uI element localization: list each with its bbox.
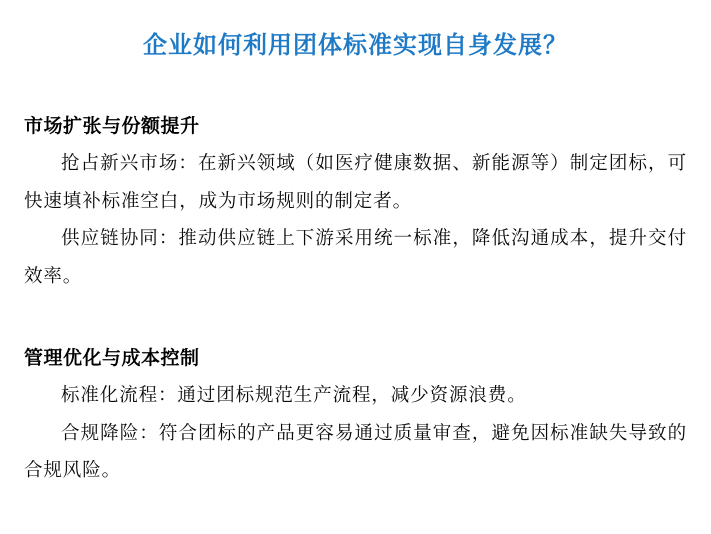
paragraph-compliance-risk: 合规降险：符合团标的产品更容易通过质量审查，避免因标准缺失导致的合规风险。 (24, 423, 687, 481)
section-heading-market-expansion: 市场扩张与份额提升 (24, 116, 200, 137)
paragraph-emerging-markets: 抢占新兴市场：在新兴领域（如医疗健康数据、新能源等）制定团标，可快速填补标准空白，成为市场规则的制定者。 (24, 154, 687, 212)
section-management-optimization (24, 344, 687, 491)
document-page (0, 30, 711, 534)
document-title: 企业如何利用团体标准实现自身发展？ (143, 33, 568, 59)
paragraph-supply-chain: 供应链协同：推动供应链上下游采用统一标准，降低沟通成本，提升交付效率。 (24, 229, 687, 287)
paragraph-standardized-process: 标准化流程：通过团标规范生产流程，减少资源浪费。 (61, 386, 527, 406)
section-body-management-optimization (24, 378, 687, 491)
section-market-expansion (24, 112, 687, 296)
section-body-market-expansion (24, 146, 687, 296)
section-heading-management-optimization: 管理优化与成本控制 (24, 348, 200, 369)
